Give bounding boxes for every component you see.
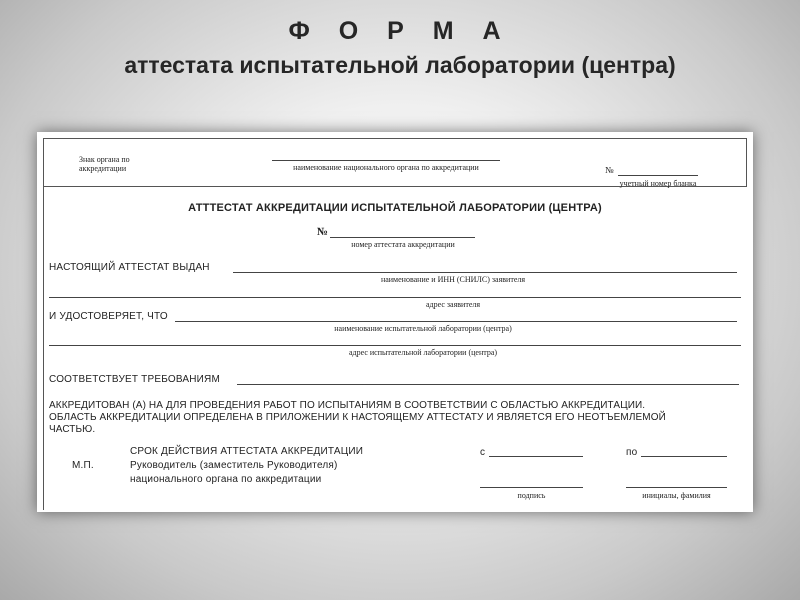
validity-to-label: по bbox=[626, 447, 638, 458]
lab-address-line bbox=[49, 345, 741, 346]
frame-left-line bbox=[43, 138, 44, 510]
validity-from-label: с bbox=[480, 447, 486, 458]
certificate-form bbox=[43, 138, 747, 506]
blank-number-sign: № bbox=[605, 165, 614, 175]
head-label-1: Руководитель (заместитель Руководителя) bbox=[130, 460, 338, 471]
validity-from-line bbox=[489, 456, 583, 457]
validity-to-line bbox=[641, 456, 727, 457]
frame-right-line bbox=[746, 138, 747, 186]
lab-address-caption: адрес испытательной лаборатории (центра) bbox=[348, 348, 498, 357]
accreditation-paragraph: АККРЕДИТОВАН (А) НА ДЛЯ ПРОВЕДЕНИЯ РАБОТ ПО ИСПЫТАНИЯМ В СООТВЕТСТВИИ С ОБЛАСТЬЮ АККРЕДИТАЦИИ. ОБЛАСТЬ АККРЕДИТАЦИИ ОПРЕДЕЛЕНА В ПРИЛОЖЕНИИ К НАСТОЯЩЕМУ АТТЕСТАТУ И ЯВЛЯЕТСЯ ЕГО НЕОТЪЕМЛЕМОЙ ЧАСТЬЮ. bbox=[49, 400, 666, 435]
requirements-label: СООТВЕТСТВУЕТ ТРЕБОВАНИЯМ bbox=[49, 374, 221, 385]
applicant-name-caption: наименование и ИНН (СНИЛС) заявителя bbox=[380, 275, 526, 284]
certificate-number-sign: № bbox=[317, 226, 329, 238]
national-body-line bbox=[272, 160, 500, 161]
lab-name-caption: наименование испытательной лаборатории (центра) bbox=[334, 324, 512, 333]
initials-line bbox=[626, 487, 727, 488]
initials-caption: инициалы, фамилия bbox=[642, 491, 711, 500]
issued-label: НАСТОЯЩИЙ АТТЕСТАТ ВЫДАН bbox=[49, 262, 210, 273]
accreditation-sign-label: Знак органа по аккредитации bbox=[79, 155, 130, 173]
lab-name-line bbox=[175, 321, 737, 322]
title-line-2: аттестата испытательной лаборатории (центра) bbox=[124, 52, 676, 78]
seal-label: М.П. bbox=[72, 460, 94, 471]
applicant-name-line bbox=[233, 272, 737, 273]
frame-top-line bbox=[43, 138, 747, 139]
head-label-2: национального органа по аккредитации bbox=[130, 474, 322, 485]
certifies-label: И УДОСТОВЕРЯЕТ, ЧТО bbox=[49, 311, 168, 322]
validity-label: СРОК ДЕЙСТВИЯ АТТЕСТАТА АККРЕДИТАЦИИ bbox=[130, 446, 364, 457]
title-line-1: Ф О Р М А bbox=[288, 17, 512, 45]
blank-number-caption: учетный номер бланка bbox=[619, 179, 697, 188]
certificate-title: АТТТЕСТАТ АККРЕДИТАЦИИ ИСПЫТАТЕЛЬНОЙ ЛАБОРАТОРИИ (ЦЕНТРА) bbox=[188, 202, 602, 214]
blank-number-line bbox=[618, 175, 698, 176]
signature-caption: подпись bbox=[517, 491, 546, 500]
form-image bbox=[37, 132, 753, 512]
applicant-address-line bbox=[49, 297, 741, 298]
slide-title bbox=[0, 16, 800, 80]
requirements-line bbox=[237, 384, 739, 385]
national-body-caption: наименование национального органа по аккредитации bbox=[293, 163, 479, 172]
signature-line bbox=[480, 487, 583, 488]
certificate-number-line bbox=[330, 237, 475, 238]
certificate-number-caption: номер аттестата аккредитации bbox=[351, 240, 455, 249]
applicant-address-caption: адрес заявителя bbox=[425, 300, 481, 309]
